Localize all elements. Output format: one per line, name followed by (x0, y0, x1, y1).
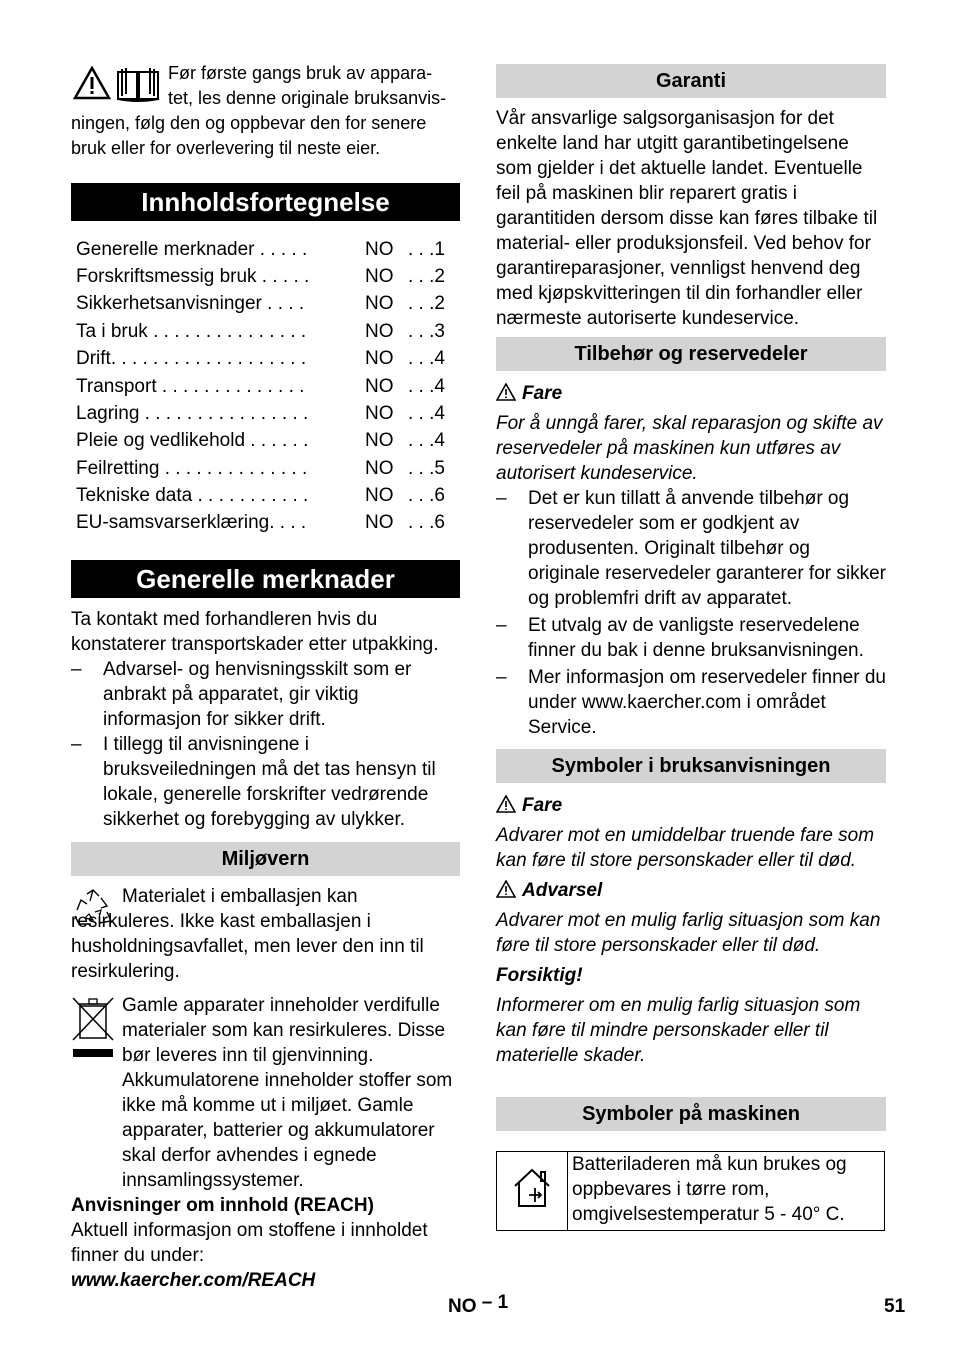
indoor-use-house-icon (511, 1194, 553, 1215)
warning-triangle-icon (496, 880, 516, 898)
toc-entry-page: . . .4 (408, 430, 445, 451)
toc-entry-title: Lagring . . . . . . . . . . . . . . . . (76, 403, 309, 424)
table-row (497, 1152, 885, 1231)
toc-entry-page: . . .4 (408, 376, 445, 397)
toc-entry-title: Ta i bruk . . . . . . . . . . . . . . . (76, 321, 307, 342)
toc-entry-page: . . .2 (408, 266, 445, 287)
warning-triangle-icon (496, 795, 516, 813)
weee-paragraph: Gamle apparater inneholder verdifulle materialer som kan resirkuleres. Disse bør leveres inn til gjenvinning. Akkumulatorene inneholder stoffer som ikke må komme ut i miljøet. Gamle apparater, batterier og akkumulatorer skal derfor avhendes i egnede innsamlingssystemer. (122, 995, 453, 1191)
environment-section (71, 884, 460, 1293)
footer-section-page: – 1 (481, 1292, 509, 1313)
toc-entry-page: . . .2 (408, 293, 445, 314)
dash-bullet: – (71, 659, 82, 680)
general-heading: Generelle merknader (71, 560, 460, 598)
list-item (496, 486, 886, 611)
toc-entry-page: . . .6 (408, 512, 445, 533)
toc-entry[interactable] (76, 482, 456, 509)
intro-line-1: Før første gangs bruk av appara- (168, 63, 433, 83)
dash-bullet: – (496, 667, 507, 688)
list-item (71, 657, 460, 732)
intro-line-4: bruk eller for overlevering til neste eier. (71, 138, 381, 158)
warning-label: Advarsel (496, 878, 886, 903)
toc-entry-page: . . .4 (408, 403, 445, 424)
symbols-section (496, 793, 886, 1068)
general-section (71, 607, 460, 832)
recycle-icon (71, 888, 115, 935)
intro-line-2: tet, les denne originale bruksanvis- (168, 88, 447, 108)
toc-entry-title: Drift. . . . . . . . . . . . . . . . . . . (76, 348, 307, 369)
caution-label: Forsiktig! (496, 965, 583, 986)
reach-link[interactable]: www.kaercher.com/REACH (71, 1270, 316, 1291)
danger-label: Fare (496, 793, 886, 818)
list-item (71, 732, 460, 832)
caution-text: Informerer om en mulig farlig situasjon som kan føre til mindre personskader eller til materielle skader. (496, 995, 861, 1066)
dash-bullet: – (496, 615, 507, 636)
toc-entry-title: Forskriftsmessig bruk . . . . . (76, 266, 310, 287)
footer-page-label (448, 1292, 509, 1318)
warranty-text: Vår ansvarlige salgsorganisasjon for det enkelte land har utgitt garantibetingelsene som gjelder i det aktuelle landet. Eventuelle feil på maskinen blir reparert gratis i garantitiden dersom disse kan føres tilbake til material- eller produksjonsfeil. Ved behov for garantireparasjoner, vennligst henvend deg med kjøpskvitteringen til din forhandler eller nærmeste autoriserte kundeservice. (496, 108, 878, 329)
toc-entry[interactable] (76, 509, 456, 536)
toc-entry-page: . . .1 (408, 239, 445, 260)
reach-text: Aktuell informasjon om stoffene i innholdet finner du under: (71, 1220, 428, 1266)
accessories-heading: Tilbehør og reservedeler (496, 337, 886, 371)
toc-entry-lang: NO (365, 376, 394, 397)
toc-entry-title: Pleie og vedlikehold . . . . . . (76, 430, 309, 451)
danger-label: Fare (496, 381, 886, 406)
toc-entry[interactable] (76, 455, 456, 482)
toc-entry-lang: NO (365, 403, 394, 424)
toc-heading: Innholdsfortegnelse (71, 183, 460, 221)
symbols-heading: Symboler i bruksanvisningen (496, 749, 886, 783)
toc-entry-lang: NO (365, 293, 394, 314)
warning-triangle-icon (496, 383, 516, 401)
list-item-text: I tillegg til anvisningene i bruksveiledningen må det tas hensyn til lokale, generelle forskrifter vedrørende sikkerhet og forebygging av ulykker. (103, 734, 436, 830)
toc-entry-title: Sikkerhetsanvisninger . . . . (76, 293, 305, 314)
list-item-text: Det er kun tillatt å anvende tilbehør og reservedeler som er godkjent av produsenten. Originalt tilbehør og originale reservedeler garanterer for sikker og problemfri drift av apparatet. (528, 488, 886, 609)
toc-entry-lang: NO (365, 348, 394, 369)
toc-entry-lang: NO (365, 458, 394, 479)
toc-entry[interactable] (76, 263, 456, 290)
toc-entry-lang: NO (365, 239, 394, 260)
toc-entry-lang: NO (365, 512, 394, 533)
toc-entry-page: . . .6 (408, 485, 445, 506)
toc-entry-title: Generelle merknader . . . . . (76, 239, 308, 260)
dash-bullet: – (71, 734, 82, 755)
toc-entry-lang: NO (365, 485, 394, 506)
toc-entry[interactable] (76, 290, 456, 317)
list-item-text: Advarsel- og henvisningsskilt som er anbrakt på apparatet, gir viktig informasjon for sikker drift. (103, 659, 412, 730)
general-paragraph: Ta kontakt med forhandleren hvis du konstaterer transportskader etter utpakking. (71, 609, 439, 655)
toc-entry[interactable] (76, 400, 456, 427)
machine-symbols-table (496, 1151, 885, 1231)
reach-heading: Anvisninger om innhold (REACH) (71, 1195, 374, 1216)
danger-text: For å unngå farer, skal reparasjon og skifte av reservedeler på maskinen kun utføres av autorisert kundeservice. (496, 413, 883, 484)
list-item-text: Et utvalg av de vanligste reservedelene finner du bak i denne bruksanvisningen. (528, 615, 864, 661)
toc-entry[interactable] (76, 318, 456, 345)
toc-entry-lang: NO (365, 321, 394, 342)
toc-entry-page: . . .5 (408, 458, 445, 479)
weee-block (71, 993, 460, 1193)
toc-entry-page: . . .3 (408, 321, 445, 342)
toc-entry[interactable] (76, 427, 456, 454)
intro-block (71, 61, 460, 161)
warning-triangle-icon (73, 66, 111, 105)
toc-entry[interactable] (76, 345, 456, 372)
toc-entry[interactable] (76, 236, 456, 263)
symbol-description: Batteriladeren må kun brukes og oppbevares i tørre rom, omgivelsestemperatur 5 - 40° C. (568, 1152, 885, 1231)
list-item-text: Mer informasjon om reservedeler finner du under www.kaercher.com i området Service. (528, 667, 886, 738)
recycle-paragraph: Materialet i emballasjen kan resirkuleres. Ikke kast emballasjen i husholdningsavfallet, men lever den inn til resirkulering. (71, 886, 424, 982)
list-item (496, 613, 886, 663)
toc-entry-title: Feilretting . . . . . . . . . . . . . . (76, 458, 308, 479)
toc-entry-title: EU-samsvarserklæring. . . . (76, 512, 307, 533)
warning-text: Advarer mot en mulig farlig situasjon som kan føre til store personskader eller til død. (496, 910, 881, 956)
toc-entry-title: Tekniske data . . . . . . . . . . . (76, 485, 309, 506)
environment-heading: Miljøvern (71, 842, 460, 876)
footer-lang: NO (448, 1296, 477, 1317)
toc-entry-lang: NO (365, 266, 394, 287)
intro-line-3: ningen, følg den og oppbevar den for senere (71, 113, 427, 133)
crossed-bin-icon (71, 996, 115, 1063)
manual-book-icon (115, 66, 161, 107)
footer-page-number: 51 (884, 1296, 906, 1317)
list-item (496, 665, 886, 740)
toc-entry-lang: NO (365, 430, 394, 451)
toc-entry[interactable] (76, 373, 456, 400)
accessories-section (496, 381, 886, 740)
dash-bullet: – (496, 488, 507, 509)
danger-text: Advarer mot en umiddelbar truende fare som kan føre til store personskader eller til død. (496, 825, 875, 871)
symbol-cell (497, 1152, 568, 1231)
machine-symbols-heading: Symboler på maskinen (496, 1097, 886, 1131)
toc-entry-page: . . .4 (408, 348, 445, 369)
toc-entry-title: Transport . . . . . . . . . . . . . . (76, 376, 305, 397)
warranty-heading: Garanti (496, 64, 886, 98)
